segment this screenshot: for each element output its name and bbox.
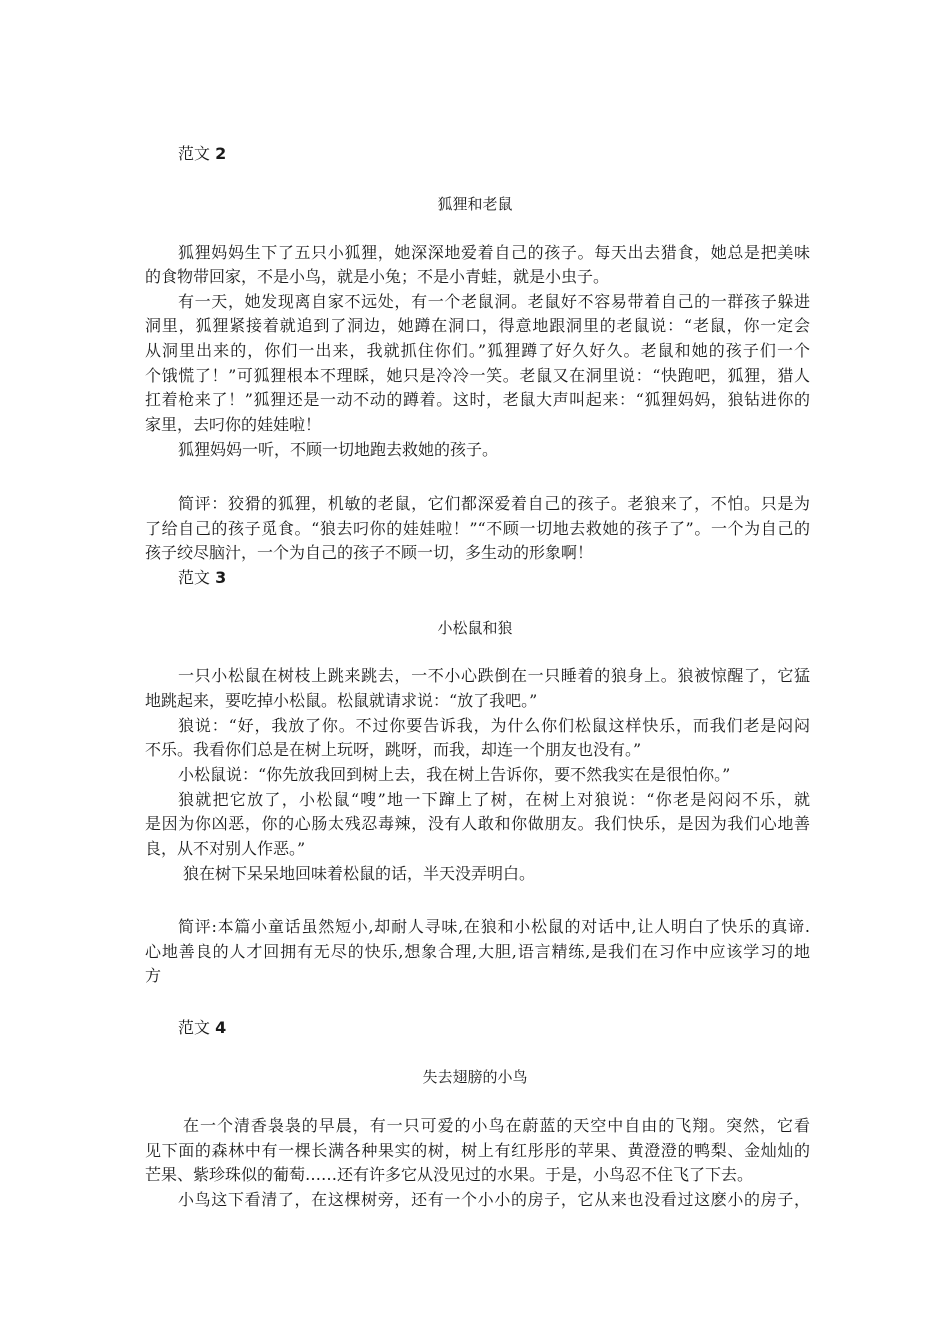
paragraph-line: 家里，去叼你的娃娃啦！ [145,415,322,434]
section-label: 范文 [178,144,211,163]
comment-line: 心地善良的人才回拥有无尽的快乐,想象合理,大胆,语言精练,是我们在习作中应该学习的地 [145,942,810,961]
story-title: 失去翅膀的小鸟 [422,1068,528,1086]
comment-line: 方 [145,966,162,985]
paragraph-line: 地跳起来，要吃掉小松鼠。松鼠就请求说：“放了我吧。” [145,691,538,710]
section-heading [178,566,226,590]
section-label: 范文 [178,1018,211,1037]
paragraph-line: 小松鼠说：“你先放我回到树上去，我在树上告诉你，要不然我实在是很怕你。” [178,765,731,784]
paragraph-line: 扛着枪来了！”狐狸还是一动不动的蹲着。这时，老鼠大声叫起来：“狐狸妈妈，狼钻进你的 [145,390,810,409]
paragraph-line: 狐狸妈妈一听，不顾一切地跑去救她的孩子。 [178,440,499,459]
paragraph-line: 狼就把它放了，小松鼠“嗖”地一下蹿上了树，在树上对狼说：“你老是闷闷不乐，就 [178,790,810,809]
paragraph-line: 有一天，她发现离自家不远处，有一个老鼠洞。老鼠好不容易带着自己的一群孩子躲进 [178,292,810,311]
story-title: 狐狸和老鼠 [437,195,513,213]
paragraph-line: 狼说：“好，我放了你。不过你要告诉我，为什么你们松鼠这样快乐，而我们老是闷闷 [178,716,810,735]
paragraph-line: 从洞里出来的，你们一出来，我就抓住你们。”狐狸蹲了好久好久。老鼠和她的孩子们一个 [145,341,810,360]
comment-line: 了给自己的孩子觅食。“狼去叼你的娃娃啦！”“不顾一切地去救她的孩子了”。一个为自己的 [145,519,810,538]
paragraph-line: 不乐。我看你们总是在树上玩呀，跳呀，而我，却连一个朋友也没有。” [145,740,642,759]
section-label: 范文 [178,568,211,587]
paragraph-line: 的食物带回家，不是小鸟，就是小兔；不是小青蛙，就是小虫子。 [145,267,610,286]
paragraph-line: 个饿慌了！”可狐狸根本不理睬，她只是冷冷一笑。老鼠又在洞里说：“快跑吧，狐狸，猎人 [145,366,810,385]
paragraph-line: 芒果、紫珍珠似的葡萄……还有许多它从没见过的水果。于是，小鸟忍不住飞了下去。 [145,1165,754,1184]
paragraph-line: 狼在树下呆呆地回味着松鼠的话，半天没弄明白。 [183,864,536,883]
paragraph-line: 见下面的森林中有一棵长满各种果实的树，树上有红彤彤的苹果、黄澄澄的鸭梨、金灿灿的 [145,1141,810,1160]
section-heading [178,1016,226,1040]
comment-line: 简评:本篇小童话虽然短小,却耐人寻味,在狼和小松鼠的对话中,让人明白了快乐的真谛. [178,917,810,936]
section-heading [178,142,226,166]
paragraph-line: 洞里，狐狸紧接着就追到了洞边，她蹲在洞口，得意地跟洞里的老鼠说：“老鼠，你一定会 [145,316,810,335]
story-title: 小松鼠和狼 [437,619,513,637]
paragraph-line: 良，从不对别人作恶。” [145,839,306,858]
section-number: 4 [215,1018,227,1037]
paragraph-line: 是因为你凶恶，你的心肠太残忍毒辣，没有人敢和你做朋友。我们快乐，是因为我们心地善 [145,814,810,833]
paragraph-line: 狐狸妈妈生下了五只小狐狸，她深深地爱着自己的孩子。每天出去猎食，她总是把美味 [178,243,810,262]
paragraph-line: 在一个清香袅袅的早晨，有一只可爱的小鸟在蔚蓝的天空中自由的飞翔。突然，它看 [183,1116,810,1135]
section-number: 2 [215,144,227,163]
paragraph-line: 小鸟这下看清了，在这棵树旁，还有一个小小的房子，它从来也没看过这麽小的房子， [178,1190,810,1209]
paragraph-line: 一只小松鼠在树枝上跳来跳去，一不小心跌倒在一只睡着的狼身上。狼被惊醒了，它猛 [178,666,810,685]
comment-line: 简评：狡猾的狐狸，机敏的老鼠，它们都深爱着自己的孩子。老狼来了，不怕。只是为 [178,494,810,513]
comment-line: 孩子绞尽脑汁，一个为自己的孩子不顾一切，多生动的形象啊！ [145,543,594,562]
section-number: 3 [215,568,227,587]
